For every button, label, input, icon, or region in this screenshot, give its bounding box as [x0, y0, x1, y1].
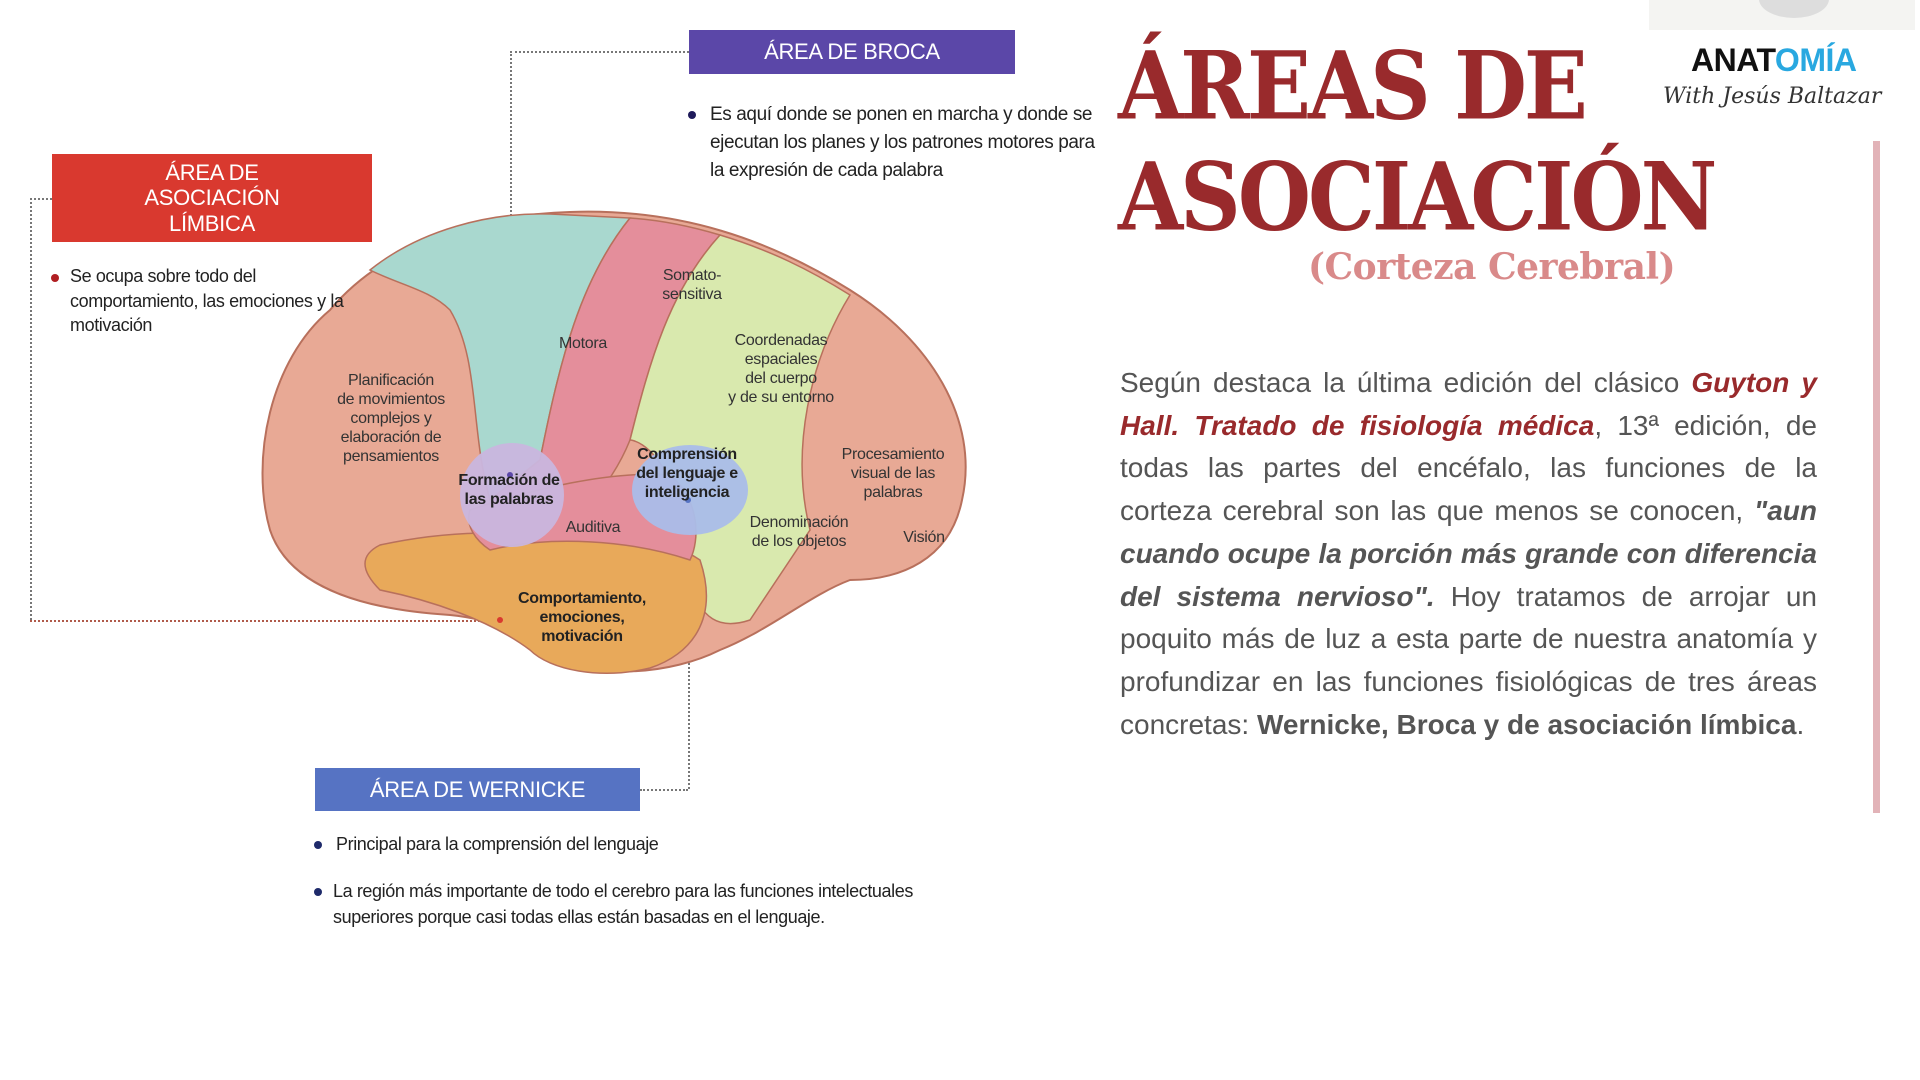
label-motora: Motora	[559, 335, 607, 352]
book-title: Guyton y Hall. Tratado de fisiología médica	[1120, 367, 1817, 441]
logo-tagline: With Jesús Baltazar	[1663, 84, 1882, 109]
label-procesamiento: Procesamiento visual de las palabras	[841, 446, 945, 501]
wernicke-bullet-dot-1	[314, 841, 322, 849]
wernicke-bullet-dot-2	[314, 888, 322, 896]
broca-bullet-dot	[688, 111, 696, 119]
label-comportamiento: Comportamiento, emociones, motivación	[518, 590, 646, 645]
label-coordenadas: Coordenadas espaciales del cuerpo y de su entorno	[728, 332, 834, 406]
wernicke-description-1: Principal para la comprensión del lenguaje	[336, 834, 659, 854]
limbic-bullet-dot	[51, 274, 59, 282]
logo-brand	[1691, 42, 1856, 79]
page-title-line1: ÁREAS DE	[1118, 30, 1585, 141]
intro-paragraph	[1120, 362, 1817, 746]
label-vision: Visión	[903, 529, 945, 546]
limbic-marker	[497, 617, 503, 623]
label-formacion-palabras: Formación de las palabras	[458, 472, 560, 508]
text: .	[1796, 708, 1805, 740]
wernicke-description-2: La región más importante de todo el cerebro para las funciones intelectuales superiores porque casi todas ellas están basadas en el lenguaje.	[333, 881, 913, 927]
label-comprension-lenguaje: Comprensión del lenguaje e inteligencia	[636, 446, 738, 501]
page-subtitle: (Corteza Cerebral)	[1308, 246, 1676, 288]
limbic-connector-h1	[30, 198, 52, 200]
wernicke-header: ÁREA DE WERNICKE	[315, 768, 640, 811]
logo-image	[1649, 0, 1915, 30]
logo-brand-light: OMÍA	[1774, 42, 1857, 78]
broca-connector-h	[510, 51, 689, 53]
wernicke-connector-h	[640, 789, 688, 791]
logo	[1649, 0, 1915, 120]
label-planificacion: Planificación de movimientos complejos y elaboración de pensamientos	[337, 372, 445, 465]
text: Hoy tratamos de arrojar un poquito más de luz a esta parte de nuestra anatomía y profundizar en las funciones fisiológicas de tres áreas concretas:	[1120, 580, 1818, 740]
limbic-connector-v	[30, 198, 32, 620]
text: Según destaca la última edición del clásico	[1120, 367, 1692, 398]
accent-bar	[1873, 141, 1880, 813]
broca-header: ÁREA DE BROCA	[689, 30, 1015, 74]
logo-brand-dark: ANAT	[1691, 42, 1775, 78]
limbic-header: ÁREA DE ASOCIACIÓN LÍMBICA	[52, 154, 372, 242]
quote: "aun cuando ocupe la porción más grande con diferencia del sistema nervioso".	[1120, 495, 1817, 612]
broca-description: Es aquí donde se ponen en marcha y donde se ejecutan los planes y los patrones motores para la expresión de cada palabra	[710, 104, 1095, 181]
label-somatosensitiva: Somato- sensitiva	[662, 267, 722, 303]
areas-list: Wernicke, Broca y de asociación límbica	[1256, 708, 1797, 740]
label-auditiva: Auditiva	[565, 519, 621, 536]
limbic-description: Se ocupa sobre todo del comportamiento, las emociones y la motivación	[70, 266, 344, 336]
label-denominacion: Denominación de los objetos	[749, 514, 849, 550]
page-title-line2: ASOCIACIÓN	[1118, 141, 1715, 252]
text: , 13ª edición, de todas las partes del encéfalo, las funciones de la corteza cerebral son las que menos se conocen,	[1120, 409, 1817, 527]
